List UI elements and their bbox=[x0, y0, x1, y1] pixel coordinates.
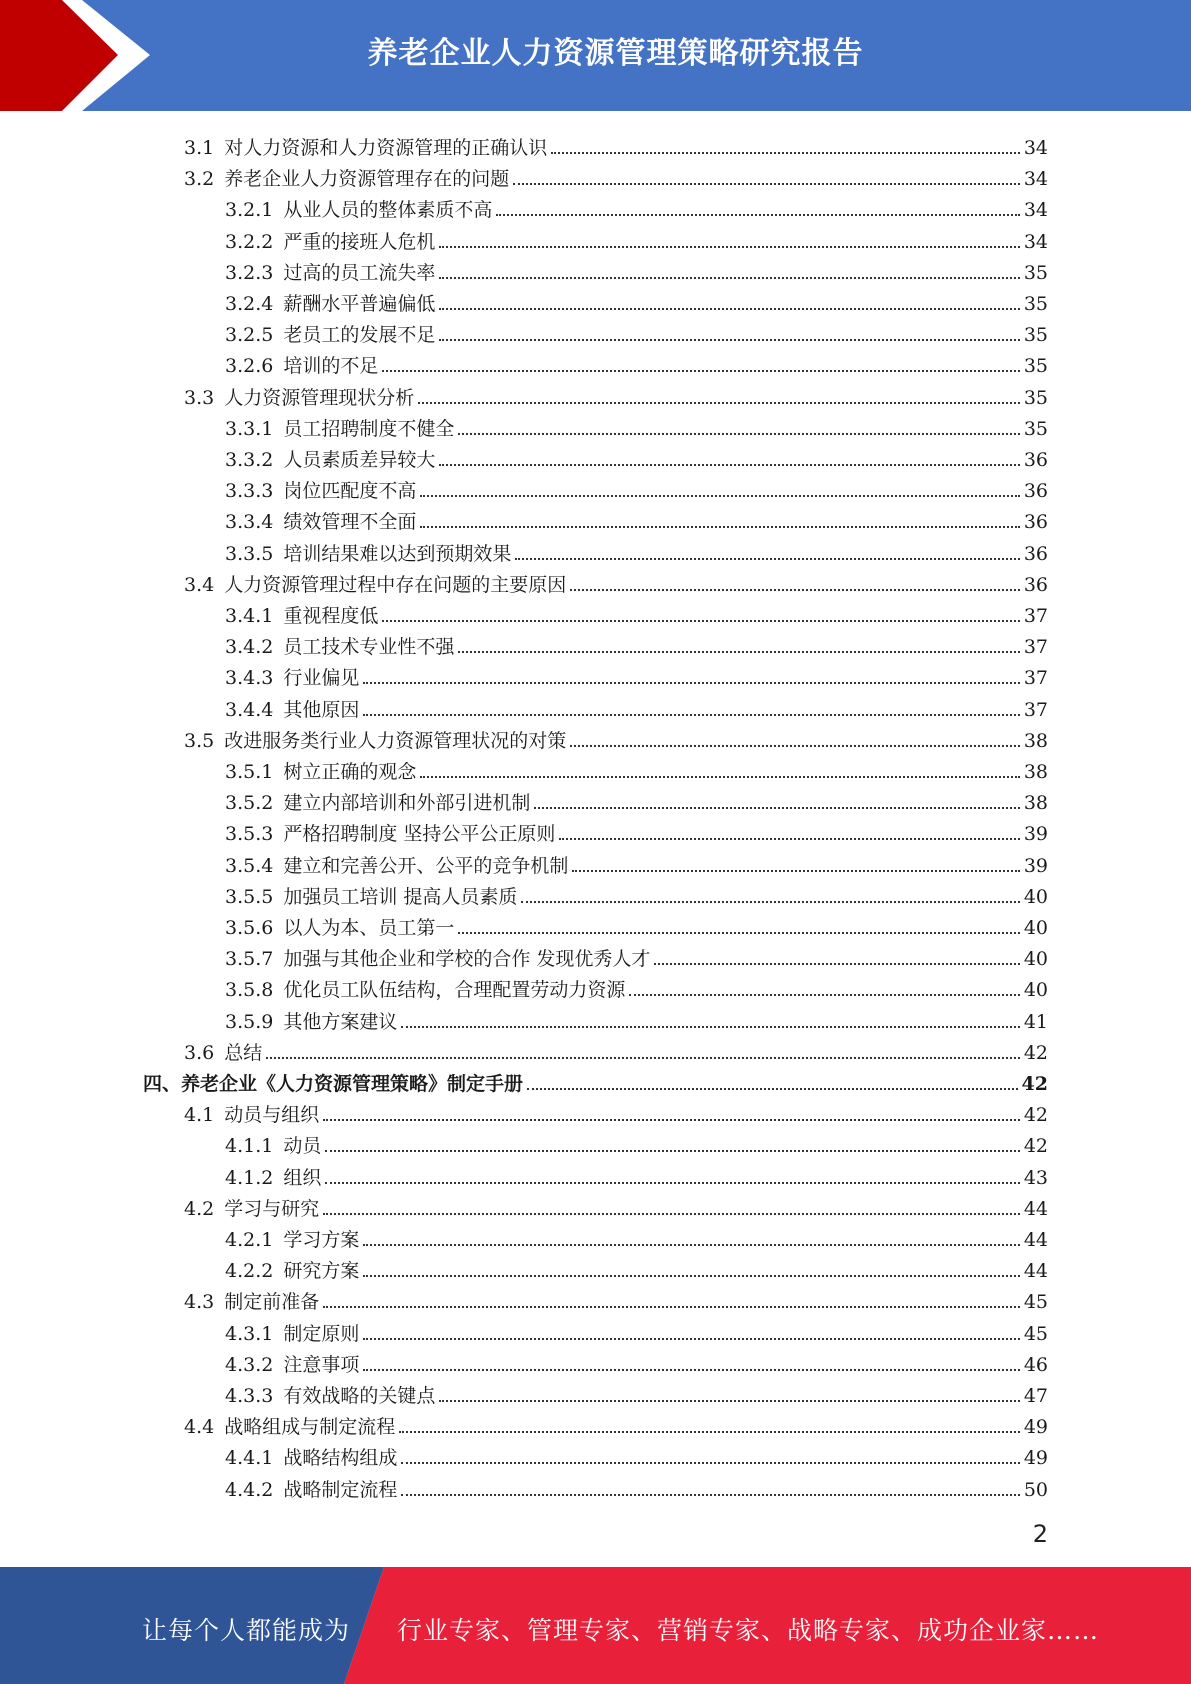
toc-entry-title: 建立和完善公开、公平的竞争机制 bbox=[283, 855, 569, 877]
toc-dot-leader bbox=[266, 1057, 1020, 1059]
toc-dot-leader bbox=[534, 807, 1019, 809]
toc-entry[interactable] bbox=[225, 1345, 1048, 1376]
toc-entry[interactable] bbox=[225, 1438, 1048, 1469]
toc-dot-leader bbox=[363, 682, 1019, 684]
toc-entry-number: 3.3.4 bbox=[225, 511, 274, 533]
toc-entry[interactable] bbox=[225, 846, 1048, 877]
toc-entry-title: 薪酬水平普遍偏低 bbox=[283, 293, 436, 315]
toc-entry[interactable] bbox=[225, 658, 1048, 689]
toc-entry[interactable] bbox=[184, 1095, 1048, 1126]
toc-entry-number: 3.3.5 bbox=[225, 543, 274, 565]
toc-entry[interactable] bbox=[225, 346, 1048, 377]
toc-entry-number: 4.1.1 bbox=[225, 1135, 274, 1157]
toc-dot-leader bbox=[325, 1182, 1019, 1184]
toc-entry-page: 35 bbox=[1023, 324, 1048, 346]
toc-entry[interactable] bbox=[225, 190, 1048, 221]
toc-entry-number: 3.5.6 bbox=[225, 917, 274, 939]
toc-entry-number: 3.6 bbox=[184, 1042, 215, 1064]
toc-dot-leader bbox=[559, 838, 1019, 840]
toc-entry-page: 42 bbox=[1023, 1042, 1048, 1064]
toc-entry-page: 36 bbox=[1023, 480, 1048, 502]
toc-dot-leader bbox=[382, 370, 1019, 372]
toc-entry-page: 49 bbox=[1023, 1416, 1048, 1438]
toc-entry-number: 3.2.5 bbox=[225, 324, 274, 346]
toc-entry-number: 3.2.1 bbox=[225, 199, 274, 221]
toc-dot-leader bbox=[363, 1369, 1019, 1371]
toc-entry-number: 3.2.6 bbox=[225, 355, 274, 377]
toc-entry-page: 35 bbox=[1023, 355, 1048, 377]
toc-entry-page: 47 bbox=[1023, 1385, 1048, 1407]
toc-entry-title: 组织 bbox=[283, 1167, 322, 1189]
toc-entry-page: 42 bbox=[1023, 1104, 1048, 1126]
toc-entry-page: 39 bbox=[1023, 823, 1048, 845]
toc-entry-title: 养老企业人力资源管理存在的问题 bbox=[224, 168, 510, 190]
toc-entry[interactable] bbox=[225, 409, 1048, 440]
toc-entry-number: 3.2.4 bbox=[225, 293, 274, 315]
toc-entry-title: 员工招聘制度不健全 bbox=[283, 418, 455, 440]
toc-entry-title: 有效战略的关键点 bbox=[283, 1385, 436, 1407]
toc-entry-page: 34 bbox=[1023, 199, 1048, 221]
toc-entry-title: 员工技术专业性不强 bbox=[283, 636, 455, 658]
toc-entry-title: 制定前准备 bbox=[224, 1291, 320, 1313]
toc-entry-title: 其他原因 bbox=[283, 699, 360, 721]
toc-entry-page: 35 bbox=[1023, 262, 1048, 284]
toc-entry-title: 对人力资源和人力资源管理的正确认识 bbox=[224, 137, 548, 159]
toc-dot-leader bbox=[401, 1494, 1019, 1496]
toc-entry-title: 动员 bbox=[283, 1135, 322, 1157]
toc-entry-page: 34 bbox=[1023, 231, 1048, 253]
toc-entry-title: 加强与其他企业和学校的合作 发现优秀人才 bbox=[283, 948, 651, 970]
toc-entry-title: 优化员工队伍结构，合理配置劳动力资源 bbox=[283, 979, 626, 1001]
toc-entry-title: 加强员工培训 提高人员素质 bbox=[283, 886, 518, 908]
toc-entry[interactable] bbox=[225, 1158, 1048, 1189]
toc-entry-number: 4.4 bbox=[184, 1416, 215, 1438]
toc-entry[interactable] bbox=[184, 721, 1048, 752]
toc-dot-leader bbox=[439, 339, 1019, 341]
toc-dot-leader bbox=[420, 776, 1019, 778]
toc-dot-leader bbox=[439, 308, 1019, 310]
toc-entry-page: 43 bbox=[1023, 1167, 1048, 1189]
toc-entry-page: 46 bbox=[1023, 1354, 1048, 1376]
toc-entry[interactable] bbox=[225, 502, 1048, 533]
toc-entry[interactable] bbox=[225, 627, 1048, 658]
toc-entry-title: 树立正确的观念 bbox=[283, 761, 417, 783]
toc-dot-leader bbox=[401, 1462, 1019, 1464]
toc-entry-page: 40 bbox=[1023, 979, 1048, 1001]
toc-entry-number: 4.4.1 bbox=[225, 1447, 274, 1469]
toc-entry-page: 44 bbox=[1023, 1198, 1048, 1220]
toc-entry-title: 从业人员的整体素质不高 bbox=[283, 199, 493, 221]
toc-dot-leader bbox=[420, 526, 1019, 528]
toc-entry-title: 培训的不足 bbox=[283, 355, 379, 377]
toc-dot-leader bbox=[551, 152, 1020, 154]
toc-entry-page: 35 bbox=[1023, 418, 1048, 440]
toc-entry-title: 过高的员工流失率 bbox=[283, 262, 436, 284]
toc-entry-title: 建立内部培训和外部引进机制 bbox=[283, 792, 531, 814]
toc-entry-page: 36 bbox=[1023, 449, 1048, 471]
toc-entry-title: 其他方案建议 bbox=[283, 1011, 398, 1033]
toc-entry-title: 战略组成与制定流程 bbox=[224, 1416, 396, 1438]
toc-entry[interactable] bbox=[225, 1220, 1048, 1251]
toc-dot-leader bbox=[420, 495, 1019, 497]
toc-dot-leader bbox=[382, 620, 1019, 622]
toc-entry-page: 38 bbox=[1023, 792, 1048, 814]
toc-entry[interactable] bbox=[225, 315, 1048, 346]
toc-dot-leader bbox=[496, 214, 1019, 216]
toc-entry[interactable] bbox=[225, 690, 1048, 721]
toc-entry-page: 42 bbox=[1023, 1135, 1048, 1157]
toc-dot-leader bbox=[570, 589, 1020, 591]
toc-entry-page: 42 bbox=[1021, 1073, 1048, 1095]
toc-entry-title: 绩效管理不全面 bbox=[283, 511, 417, 533]
toc-entry[interactable] bbox=[184, 1033, 1048, 1064]
toc-dot-leader bbox=[513, 183, 1020, 185]
toc-entry[interactable] bbox=[225, 284, 1048, 315]
page-footer bbox=[0, 1567, 1191, 1684]
toc-dot-leader bbox=[363, 1275, 1019, 1277]
toc-entry[interactable] bbox=[225, 471, 1048, 502]
toc-dot-leader bbox=[458, 932, 1019, 934]
toc-entry-page: 35 bbox=[1023, 387, 1048, 409]
toc-entry-page: 37 bbox=[1023, 605, 1048, 627]
toc-entry-page: 35 bbox=[1023, 293, 1048, 315]
page-number: 2 bbox=[1032, 1520, 1048, 1548]
toc-entry-title: 以人为本、员工第一 bbox=[283, 917, 455, 939]
toc-entry-title: 战略结构组成 bbox=[283, 1447, 398, 1469]
toc-entry-number: 3.3 bbox=[184, 387, 215, 409]
toc-entry-number: 4.3.2 bbox=[225, 1354, 274, 1376]
toc-dot-leader bbox=[418, 402, 1020, 404]
toc-entry-number: 3.5.8 bbox=[225, 979, 274, 1001]
toc-entry-number: 3.5.5 bbox=[225, 886, 274, 908]
toc-entry-title: 总结 bbox=[224, 1042, 263, 1064]
toc-entry-number: 4.2 bbox=[184, 1198, 215, 1220]
toc-entry[interactable] bbox=[225, 970, 1048, 1001]
toc-entry-number: 3.4.4 bbox=[225, 699, 274, 721]
toc-entry-title: 养老企业《人力资源管理策略》制定手册 bbox=[181, 1073, 524, 1095]
toc-entry-number: 四、 bbox=[143, 1073, 182, 1095]
toc-entry-number: 3.2.3 bbox=[225, 262, 274, 284]
toc-entry[interactable] bbox=[225, 534, 1048, 565]
toc-entry[interactable] bbox=[184, 128, 1048, 159]
toc-dot-leader bbox=[515, 558, 1019, 560]
toc-entry-number: 3.5.2 bbox=[225, 792, 274, 814]
toc-entry[interactable] bbox=[225, 596, 1048, 627]
toc-entry-page: 40 bbox=[1023, 917, 1048, 939]
toc-entry-number: 3.5.1 bbox=[225, 761, 274, 783]
toc-entry-title: 动员与组织 bbox=[224, 1104, 320, 1126]
toc-entry-title: 人员素质差异较大 bbox=[283, 449, 436, 471]
toc-entry-number: 3.5.4 bbox=[225, 855, 274, 877]
toc-entry[interactable] bbox=[184, 378, 1048, 409]
toc-entry-page: 36 bbox=[1023, 543, 1048, 565]
toc-entry-page: 37 bbox=[1023, 699, 1048, 721]
toc-entry-title: 制定原则 bbox=[283, 1323, 360, 1345]
toc-entry[interactable] bbox=[184, 159, 1048, 190]
toc-entry-number: 4.1.2 bbox=[225, 1167, 274, 1189]
toc-dot-leader bbox=[363, 1244, 1019, 1246]
toc-entry-title: 重视程度低 bbox=[283, 605, 379, 627]
toc-dot-leader bbox=[323, 1213, 1020, 1215]
toc-entry-title: 改进服务类行业人力资源管理状况的对策 bbox=[224, 730, 567, 752]
toc-entry[interactable] bbox=[225, 1251, 1048, 1282]
toc-entry-page: 34 bbox=[1023, 168, 1048, 190]
toc-entry[interactable] bbox=[225, 814, 1048, 845]
toc-entry-title: 培训结果难以达到预期效果 bbox=[283, 543, 512, 565]
toc-dot-leader bbox=[570, 745, 1020, 747]
toc-entry-number: 3.4.2 bbox=[225, 636, 274, 658]
toc-entry[interactable] bbox=[225, 783, 1048, 814]
toc-entry-number: 4.2.2 bbox=[225, 1260, 274, 1282]
toc-dot-leader bbox=[439, 246, 1019, 248]
toc-entry-page: 44 bbox=[1023, 1260, 1048, 1282]
toc-entry-page: 40 bbox=[1023, 948, 1048, 970]
toc-dot-leader bbox=[325, 1150, 1019, 1152]
toc-entry-page: 45 bbox=[1023, 1323, 1048, 1345]
toc-entry-page: 41 bbox=[1023, 1011, 1048, 1033]
toc-dot-leader bbox=[521, 901, 1019, 903]
toc-entry-title: 严格招聘制度 坚持公平公正原则 bbox=[283, 823, 556, 845]
toc-entry[interactable] bbox=[225, 1002, 1048, 1033]
toc-entry-number: 3.3.1 bbox=[225, 418, 274, 440]
toc-dot-leader bbox=[458, 651, 1019, 653]
toc-dot-leader bbox=[323, 1306, 1020, 1308]
toc-entry-number: 3.5 bbox=[184, 730, 215, 752]
toc-entry-number: 3.2.2 bbox=[225, 231, 274, 253]
toc-entry-page: 38 bbox=[1023, 730, 1048, 752]
toc-entry[interactable] bbox=[225, 1376, 1048, 1407]
toc-entry-number: 3.2 bbox=[184, 168, 215, 190]
toc-entry-number: 3.4.3 bbox=[225, 667, 274, 689]
toc-entry-number: 3.3.3 bbox=[225, 480, 274, 502]
toc-entry-page: 44 bbox=[1023, 1229, 1048, 1251]
toc-dot-leader bbox=[323, 1119, 1020, 1121]
toc-entry-number: 4.1 bbox=[184, 1104, 215, 1126]
toc-entry-title: 岗位匹配度不高 bbox=[283, 480, 417, 502]
toc-entry-number: 3.4 bbox=[184, 574, 215, 596]
footer-slogan-right: 行业专家、管理专家、营销专家、战略专家、成功企业家…… bbox=[397, 1616, 1100, 1645]
toc-entry[interactable] bbox=[225, 440, 1048, 471]
toc-entry-title: 学习方案 bbox=[283, 1229, 360, 1251]
toc-entry-page: 39 bbox=[1023, 855, 1048, 877]
toc-entry[interactable] bbox=[184, 565, 1048, 596]
toc-dot-leader bbox=[629, 994, 1019, 996]
toc-entry-title: 严重的接班人危机 bbox=[283, 231, 436, 253]
toc-entry-title: 人力资源管理现状分析 bbox=[224, 387, 415, 409]
toc-entry-page: 34 bbox=[1023, 137, 1048, 159]
toc-dot-leader bbox=[439, 464, 1019, 466]
toc-entry-number: 3.5.9 bbox=[225, 1011, 274, 1033]
toc-entry-page: 37 bbox=[1023, 667, 1048, 689]
toc-entry-title: 人力资源管理过程中存在问题的主要原因 bbox=[224, 574, 567, 596]
toc-entry[interactable] bbox=[225, 939, 1048, 970]
toc-entry[interactable] bbox=[225, 222, 1048, 253]
toc-entry[interactable] bbox=[225, 877, 1048, 908]
toc-entry-number: 4.3.3 bbox=[225, 1385, 274, 1407]
toc-entry-page: 45 bbox=[1023, 1291, 1048, 1313]
toc-entry-number: 4.3 bbox=[184, 1291, 215, 1313]
toc-dot-leader bbox=[527, 1088, 1018, 1090]
toc-dot-leader bbox=[401, 1026, 1019, 1028]
toc-entry[interactable] bbox=[143, 1064, 1048, 1095]
toc-entry[interactable] bbox=[225, 752, 1048, 783]
toc-dot-leader bbox=[439, 277, 1019, 279]
toc-entry-page: 36 bbox=[1023, 574, 1048, 596]
toc-dot-leader bbox=[363, 1338, 1019, 1340]
toc-dot-leader bbox=[654, 963, 1019, 965]
toc-entry-number: 3.4.1 bbox=[225, 605, 274, 627]
toc-dot-leader bbox=[458, 433, 1019, 435]
toc-entry-number: 3.3.2 bbox=[225, 449, 274, 471]
toc-entry-number: 3.5.3 bbox=[225, 823, 274, 845]
toc-entry-number: 3.5.7 bbox=[225, 948, 274, 970]
toc-entry[interactable] bbox=[184, 1407, 1048, 1438]
toc-dot-leader bbox=[439, 1400, 1019, 1402]
toc-entry-title: 学习与研究 bbox=[224, 1198, 320, 1220]
toc-entry-page: 36 bbox=[1023, 511, 1048, 533]
toc-entry[interactable] bbox=[225, 1470, 1048, 1501]
toc-entry[interactable] bbox=[225, 1314, 1048, 1345]
toc-entry-title: 战略制定流程 bbox=[283, 1479, 398, 1501]
toc-entry-number: 4.2.1 bbox=[225, 1229, 274, 1251]
toc-entry-number: 4.3.1 bbox=[225, 1323, 274, 1345]
toc-entry-page: 49 bbox=[1023, 1447, 1048, 1469]
toc-entry-title: 研究方案 bbox=[283, 1260, 360, 1282]
toc-dot-leader bbox=[572, 870, 1019, 872]
toc-entry-title: 行业偏见 bbox=[283, 667, 360, 689]
toc-dot-leader bbox=[399, 1431, 1020, 1433]
toc-entry-title: 注意事项 bbox=[283, 1354, 360, 1376]
toc-entry-page: 37 bbox=[1023, 636, 1048, 658]
footer-slogan-left: 让每个人都能成为 bbox=[142, 1616, 351, 1645]
toc-entry-page: 38 bbox=[1023, 761, 1048, 783]
toc-entry-number: 3.1 bbox=[184, 137, 215, 159]
report-title: 养老企业人力资源管理策略研究报告 bbox=[367, 36, 864, 71]
toc-entry[interactable] bbox=[225, 1126, 1048, 1157]
toc-dot-leader bbox=[363, 714, 1019, 716]
toc-entry[interactable] bbox=[225, 908, 1048, 939]
toc-entry[interactable] bbox=[225, 253, 1048, 284]
toc-entry-number: 4.4.2 bbox=[225, 1479, 274, 1501]
toc-entry-title: 老员工的发展不足 bbox=[283, 324, 436, 346]
toc-entry[interactable] bbox=[184, 1282, 1048, 1313]
toc-entry[interactable] bbox=[184, 1189, 1048, 1220]
toc-entry-page: 50 bbox=[1023, 1479, 1048, 1501]
page-header bbox=[0, 0, 1191, 111]
toc-entry-page: 40 bbox=[1023, 886, 1048, 908]
